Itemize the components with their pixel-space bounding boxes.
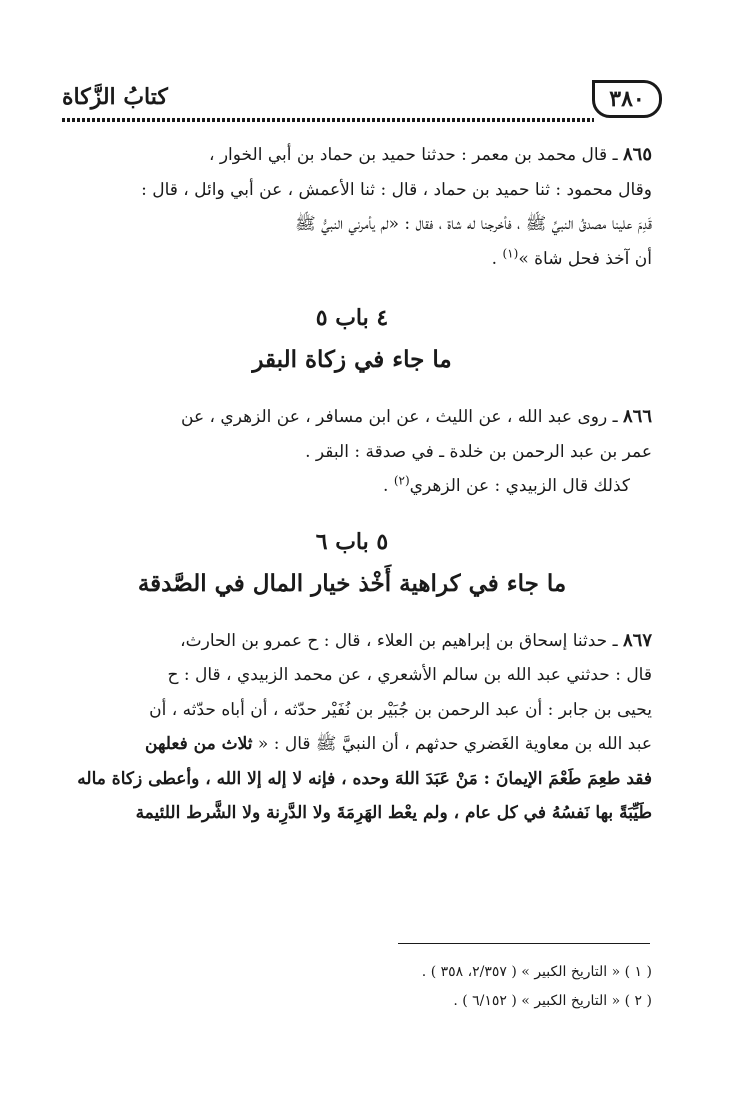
hadith-line: فقد طعِمَ طَعْمَ الإيمانَ : مَنْ عَبَدَ اللهَ وحده ، فإنه لا إله إلا الله ، وأعطى زكاة ماله: [77, 768, 652, 789]
page-body: [52, 138, 652, 831]
entry-line: [52, 138, 652, 173]
entry-number: ٨٦٦: [622, 406, 652, 427]
chapter-title: ما جاء في كراهية أَخْذ خيار المال في الصَّدقة: [137, 569, 567, 597]
footnote-1: ( ١ ) « التاريخ الكبير » ( ٢/٣٥٧، ٣٥٨ ) .: [421, 964, 652, 980]
entry-line: عمر بن عبد الرحمن بن خلدة ـ في صدقة : البقر .: [305, 441, 652, 462]
entry-line: يحيى بن جابر : أن عبد الرحمن بن جُبَيْر بن نُفَيْر حدّثه ، أن أباه حدّثه ، أن: [149, 699, 652, 720]
chapter-heading: ٤ باب ٥: [315, 305, 389, 331]
chapter-running-title: كتابُ الزَّكاة: [62, 84, 168, 110]
entry-text: .: [491, 248, 503, 269]
entry-866: [52, 400, 652, 504]
chapter-title: ما جاء في زكاة البقر: [252, 346, 452, 373]
header-dotted-rule: [62, 118, 594, 122]
entry-line: [52, 727, 652, 762]
hadith-text: ثلاث من فعلهن: [145, 734, 253, 754]
entry-line: قال : حدثني عبد الله بن سالم الأشعري ، عن محمد الزبيدي ، قال : ح: [167, 665, 652, 685]
entry-number: ٨٦٧: [622, 629, 652, 651]
entry-text: أن آخذ فحل شاة »: [518, 248, 652, 269]
chapter-heading: ٥ باب ٦: [315, 528, 389, 555]
footnotes: [52, 958, 652, 1016]
entry-line: [52, 400, 652, 435]
footnote-ref: (٢): [393, 473, 410, 488]
entry-text: عبد الله بن معاوية الغَضري حدثهم ، أن النبيَّ ﷺ قال : «: [252, 734, 652, 754]
footnote-separator: [398, 943, 650, 944]
entry-text: كذلك قال الزبيدي : عن الزهري: [409, 476, 630, 496]
footnote-ref: (١): [502, 245, 519, 260]
entry-line: وقال محمود : ثنا حميد بن حماد ، قال : ثنا الأعمش ، عن أبي وائل ، قال :: [141, 179, 652, 200]
entry-number: ٨٦٥: [622, 144, 652, 165]
entry-line: قَدِمَ علينا مصدقُ النبيِّ ﷺ ، فأخرجنا له شاة ، فقال : «لم يأمرني النبيُّ ﷺ: [295, 214, 652, 234]
entry-line: [52, 469, 652, 504]
page-number: ٣٨٠: [609, 86, 645, 112]
entry-867: [52, 624, 652, 831]
entry-text: .: [383, 476, 394, 496]
entry-text: ـ قال محمد بن معمر : حدثنا حميد بن حماد بن أبي الخوار ،: [208, 145, 623, 165]
entry-line: [52, 242, 652, 277]
entry-text: ـ حدثنا إسحاق بن إبراهيم بن العلاء ، قال : ح عمرو بن الحارث،: [180, 630, 623, 651]
entry-865: [52, 138, 652, 276]
hadith-line: طَيِّبَةً بها نَفسُهُ في كل عام ، ولم يعْط الهَرِمَةَ ولا الدَّرِنة ولا الشَّرط اللئيمة: [135, 803, 652, 823]
footnote-2: ( ٢ ) « التاريخ الكبير » ( ٦/١٥٢ ) .: [453, 993, 652, 1009]
page-header: [62, 80, 662, 124]
page-number-badge: [592, 80, 662, 118]
entry-text: ـ روى عبد الله ، عن الليث ، عن ابن مسافر ، عن الزهري ، عن: [181, 407, 623, 427]
entry-line: [52, 624, 652, 659]
